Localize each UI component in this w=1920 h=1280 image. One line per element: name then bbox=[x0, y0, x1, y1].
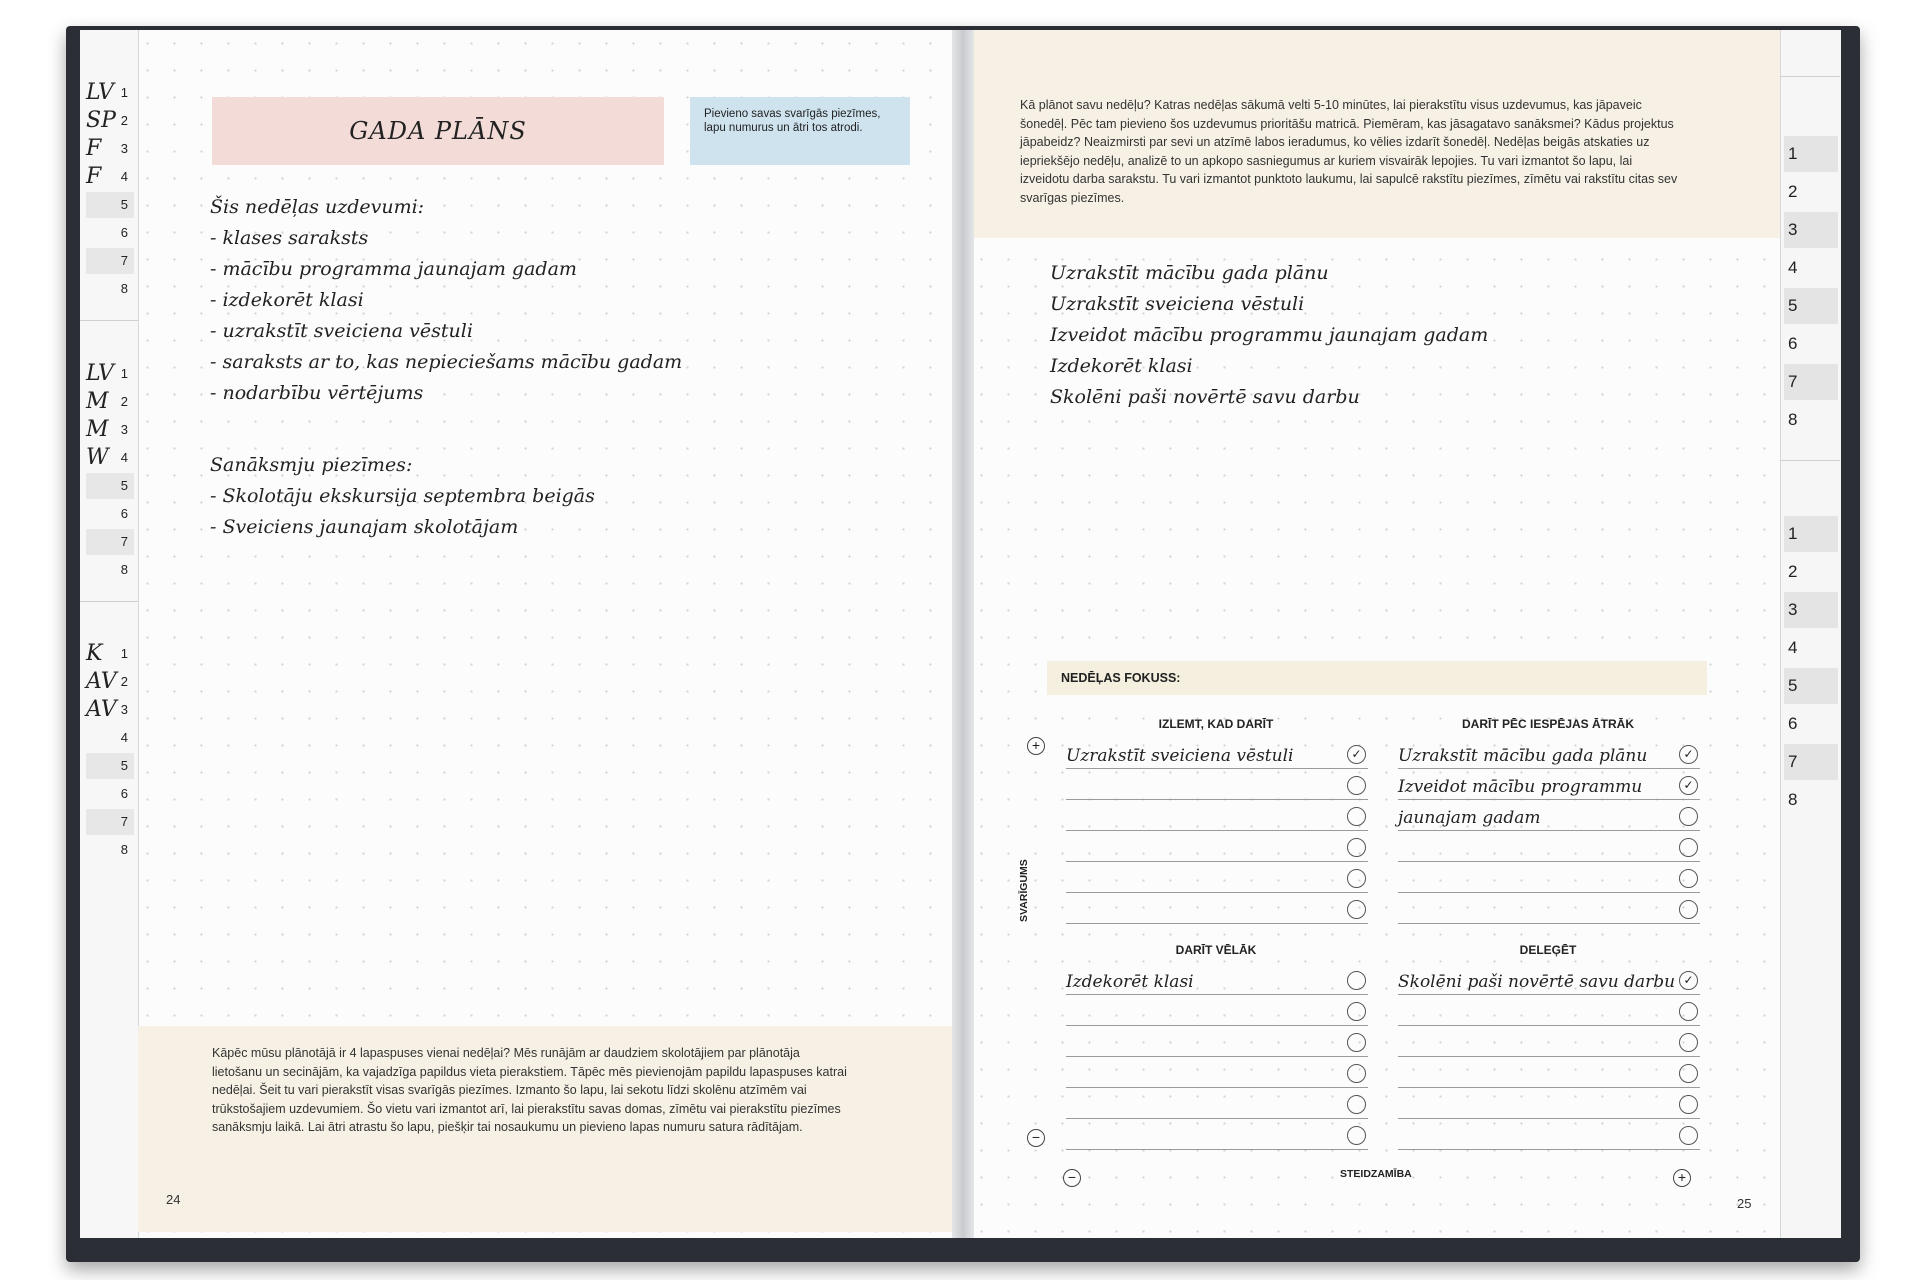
index-tab[interactable] bbox=[86, 501, 134, 527]
tab-divider bbox=[1780, 76, 1840, 77]
matrix-row[interactable] bbox=[1066, 1056, 1368, 1088]
matrix-row[interactable] bbox=[1066, 892, 1368, 924]
tab-number: 5 bbox=[1788, 296, 1798, 315]
matrix-row[interactable] bbox=[1398, 768, 1700, 800]
list-item: - nodarbību vērtējums bbox=[210, 382, 424, 404]
matrix-row[interactable] bbox=[1398, 1056, 1700, 1088]
tab-number: 3 bbox=[120, 141, 128, 156]
index-tab[interactable] bbox=[1784, 782, 1838, 818]
matrix-row[interactable] bbox=[1066, 737, 1368, 769]
index-tab[interactable] bbox=[1784, 136, 1838, 172]
minus-icon: − bbox=[1063, 1169, 1081, 1187]
checkbox-circle-icon[interactable] bbox=[1679, 807, 1698, 826]
tab-number: 5 bbox=[1788, 676, 1798, 695]
index-tab[interactable] bbox=[86, 669, 134, 695]
tab-number: 8 bbox=[1788, 790, 1798, 809]
index-tab[interactable] bbox=[86, 557, 134, 583]
tab-number: 8 bbox=[120, 562, 128, 577]
tab-number: 3 bbox=[120, 422, 128, 437]
matrix-row[interactable] bbox=[1398, 892, 1700, 924]
index-tab[interactable] bbox=[1784, 364, 1838, 400]
index-tab[interactable] bbox=[86, 445, 134, 471]
tab-number: 7 bbox=[120, 534, 128, 549]
tab-number: 5 bbox=[120, 758, 128, 773]
index-tab[interactable] bbox=[86, 753, 134, 779]
index-tab[interactable] bbox=[1784, 212, 1838, 248]
tab-handwritten-mark: AV bbox=[86, 697, 117, 722]
note-box: Pievieno savas svarīgās piezīmes, lapu numurus un ātri tos atrodi. bbox=[690, 97, 910, 165]
index-tab[interactable] bbox=[86, 220, 134, 246]
axis-importance-label: SVARĪGUMS bbox=[1018, 859, 1030, 922]
matrix-row[interactable] bbox=[1398, 1087, 1700, 1119]
list-item: - Skolotāju ekskursija septembra beigās bbox=[210, 485, 595, 507]
tab-number: 1 bbox=[1788, 524, 1798, 543]
tab-number: 2 bbox=[120, 674, 128, 689]
matrix-row[interactable] bbox=[1398, 861, 1700, 893]
weekly-focus-bar: NEDĒĻAS FOKUSS: bbox=[1047, 661, 1707, 695]
index-tab[interactable] bbox=[86, 248, 134, 274]
tab-number: 1 bbox=[1788, 144, 1798, 163]
minus-icon: − bbox=[1027, 1129, 1045, 1147]
checkbox-circle-icon[interactable] bbox=[1679, 869, 1698, 888]
checkbox-circle-icon[interactable] bbox=[1347, 776, 1366, 795]
checkbox-circle-icon[interactable] bbox=[1347, 1126, 1366, 1145]
tab-number: 7 bbox=[1788, 372, 1798, 391]
quadrant-title-q4: DELEĢĒT bbox=[1519, 943, 1577, 957]
meeting-notes-list bbox=[210, 454, 595, 547]
axis-urgency-label: STEIDZAMĪBA bbox=[1340, 1168, 1412, 1180]
checkbox-circle-icon[interactable] bbox=[1347, 900, 1366, 919]
tab-number: 4 bbox=[1788, 638, 1798, 657]
tab-number: 2 bbox=[1788, 562, 1798, 581]
index-tab[interactable] bbox=[86, 276, 134, 302]
checkbox-circle-icon[interactable] bbox=[1679, 1064, 1698, 1083]
tab-handwritten-mark: SP bbox=[86, 108, 116, 133]
checkbox-circle-icon[interactable] bbox=[1679, 1095, 1698, 1114]
tab-number: 7 bbox=[120, 253, 128, 268]
index-tab[interactable] bbox=[86, 389, 134, 415]
list-item: Izdekorēt klasi bbox=[1050, 355, 1193, 377]
matrix-row[interactable] bbox=[1066, 1025, 1368, 1057]
index-tab[interactable] bbox=[1784, 630, 1838, 666]
list-item: Skolēni paši novērtē savu darbu bbox=[1050, 386, 1360, 408]
tab-handwritten-mark: F bbox=[86, 164, 102, 189]
matrix-row-text: Izdekorēt klasi bbox=[1066, 972, 1194, 992]
matrix-row[interactable] bbox=[1066, 1087, 1368, 1119]
tab-number: 8 bbox=[1788, 410, 1798, 429]
tab-number: 3 bbox=[120, 702, 128, 717]
matrix-row[interactable] bbox=[1066, 963, 1368, 995]
left-footer-panel bbox=[138, 1026, 952, 1232]
matrix-row[interactable] bbox=[1398, 963, 1700, 995]
index-tab[interactable] bbox=[1784, 744, 1838, 780]
tab-number: 8 bbox=[120, 842, 128, 857]
index-tab[interactable] bbox=[1784, 288, 1838, 324]
intro-text: Kā plānot savu nedēļu? Katras nedēļas sākumā velti 5-10 minūtes, lai pierakstītu visus uzdevumus, kas jāpaveic šonedēļ. Pēc tam pievieno šos uzdevumus prioritāšu matricā. Piemēram, kas jāsagatavo sanāksmei? Kādus projektus jāpabeidz? Neaizmirsti par sevi un atzīmē labos ieradumus, ko vēlies izdarīt šonedēļ. Nedēļas beigās atskaties uz iepriekšējo nedēļu, analizē to un apkopo sasniegumus ar kuriem visvairāk lepojies. Tu vari izmantot šo lapu, lai izveidotu darba sarakstu. Tu vari izmantot punktoto laukumu, lai sapulcē rakstītu piezīmes, zīmētu vai rakstītu citas sev svarīgas piezīmes. bbox=[1020, 98, 1678, 205]
checkbox-circle-icon[interactable]: ✓ bbox=[1679, 971, 1698, 990]
list-item: - uzrakstīt sveiciena vēstuli bbox=[210, 320, 473, 342]
checkbox-circle-icon[interactable]: ✓ bbox=[1679, 745, 1698, 764]
matrix-row[interactable] bbox=[1066, 799, 1368, 831]
matrix-row[interactable] bbox=[1398, 737, 1700, 769]
tab-number: 6 bbox=[120, 786, 128, 801]
tab-handwritten-mark: F bbox=[86, 136, 102, 161]
matrix-row[interactable] bbox=[1066, 861, 1368, 893]
checkbox-circle-icon[interactable] bbox=[1347, 1033, 1366, 1052]
tab-handwritten-mark: K bbox=[86, 641, 103, 666]
book-gutter bbox=[952, 30, 974, 1238]
tab-number: 1 bbox=[120, 85, 128, 100]
list-item: - klases saraksts bbox=[210, 227, 369, 249]
list-item: - izdekorēt klasi bbox=[210, 289, 364, 311]
index-tab[interactable] bbox=[1784, 554, 1838, 590]
page-title: GADA PLĀNS bbox=[349, 117, 527, 145]
tasks-heading: Šis nedēļas uzdevumi: bbox=[210, 196, 425, 218]
tab-number: 1 bbox=[120, 646, 128, 661]
matrix-row[interactable] bbox=[1066, 1118, 1368, 1150]
tab-handwritten-mark: LV bbox=[86, 80, 114, 105]
weekly-tasks-list bbox=[210, 196, 682, 413]
tab-number: 7 bbox=[1788, 752, 1798, 771]
checkbox-circle-icon[interactable] bbox=[1679, 1033, 1698, 1052]
checkbox-circle-icon[interactable] bbox=[1679, 900, 1698, 919]
matrix-row-text: Uzrakstīt mācību gada plānu bbox=[1398, 746, 1648, 766]
tab-number: 6 bbox=[1788, 334, 1798, 353]
index-tab[interactable] bbox=[86, 192, 134, 218]
tab-number: 2 bbox=[1788, 182, 1798, 201]
tab-handwritten-mark: AV bbox=[86, 669, 117, 694]
checkbox-circle-icon[interactable] bbox=[1347, 1064, 1366, 1083]
index-tab[interactable] bbox=[86, 108, 134, 134]
tab-number: 1 bbox=[120, 366, 128, 381]
tab-handwritten-mark: LV bbox=[86, 361, 114, 386]
index-tab[interactable] bbox=[86, 641, 134, 667]
matrix-row[interactable] bbox=[1066, 768, 1368, 800]
tab-handwritten-mark: W bbox=[86, 445, 109, 470]
tab-number: 2 bbox=[120, 394, 128, 409]
page-title-box bbox=[212, 97, 664, 165]
tab-number: 3 bbox=[1788, 220, 1798, 239]
checkbox-circle-icon[interactable] bbox=[1347, 1002, 1366, 1021]
matrix-row-text: jaunajam gadam bbox=[1398, 808, 1541, 828]
matrix-row[interactable] bbox=[1066, 994, 1368, 1026]
matrix-row[interactable] bbox=[1398, 994, 1700, 1026]
checkbox-circle-icon[interactable]: ✓ bbox=[1679, 776, 1698, 795]
tab-number: 7 bbox=[120, 814, 128, 829]
list-item: Izveidot mācību programmu jaunajam gadam bbox=[1050, 324, 1489, 346]
tab-number: 2 bbox=[120, 113, 128, 128]
checkbox-circle-icon[interactable] bbox=[1347, 838, 1366, 857]
tab-number: 8 bbox=[120, 281, 128, 296]
index-tab[interactable] bbox=[1784, 402, 1838, 438]
tab-number: 5 bbox=[120, 197, 128, 212]
checkbox-circle-icon[interactable] bbox=[1679, 1126, 1698, 1145]
index-tab[interactable] bbox=[1784, 174, 1838, 210]
checkbox-circle-icon[interactable] bbox=[1347, 869, 1366, 888]
list-item: Uzrakstīt sveiciena vēstuli bbox=[1050, 293, 1305, 315]
checkbox-circle-icon[interactable] bbox=[1347, 807, 1366, 826]
tab-handwritten-mark: M bbox=[86, 389, 109, 414]
list-item: - saraksts ar to, kas nepieciešams mācību gadam bbox=[210, 351, 683, 373]
index-tab[interactable] bbox=[1784, 706, 1838, 742]
page-number-right: 25 bbox=[1737, 1196, 1752, 1211]
quadrant-title-q3: DARĪT VĒLĀK bbox=[1175, 943, 1257, 957]
checkbox-circle-icon[interactable]: ✓ bbox=[1347, 745, 1366, 764]
matrix-row-text: Skolēni paši novērtē savu darbu bbox=[1398, 972, 1676, 992]
matrix-row[interactable] bbox=[1398, 799, 1700, 831]
index-tab[interactable] bbox=[86, 136, 134, 162]
plus-icon: + bbox=[1673, 1169, 1691, 1187]
index-tab[interactable] bbox=[1784, 516, 1838, 552]
index-tab[interactable] bbox=[1784, 326, 1838, 362]
tab-number: 6 bbox=[120, 225, 128, 240]
matrix-row-text: Uzrakstīt sveiciena vēstuli bbox=[1066, 746, 1294, 766]
page-number-left: 24 bbox=[166, 1192, 181, 1207]
quadrant-title-q2: DARĪT PĒC IESPĒJAS ĀTRĀK bbox=[1461, 717, 1635, 731]
index-tab[interactable] bbox=[86, 473, 134, 499]
tab-number: 4 bbox=[1788, 258, 1798, 277]
checkbox-circle-icon[interactable] bbox=[1679, 838, 1698, 857]
list-item: Uzrakstīt mācību gada plānu bbox=[1050, 262, 1329, 284]
index-tab[interactable] bbox=[86, 809, 134, 835]
checkbox-circle-icon[interactable] bbox=[1347, 1095, 1366, 1114]
index-tab[interactable] bbox=[86, 529, 134, 555]
tab-number: 5 bbox=[120, 478, 128, 493]
matrix-row[interactable] bbox=[1066, 830, 1368, 862]
index-tab[interactable] bbox=[1784, 592, 1838, 628]
matrix-row-text: Izveidot mācību programmu bbox=[1398, 777, 1643, 797]
tab-divider bbox=[80, 601, 138, 602]
list-item: - mācību programma jaunajam gadam bbox=[210, 258, 577, 280]
quadrant-title-q1: IZLEMT, KAD DARĪT bbox=[1158, 717, 1274, 731]
tab-number: 3 bbox=[1788, 600, 1798, 619]
footer-text: Kāpēc mūsu plānotājā ir 4 lapaspuses vienai nedēļai? Mēs runājām ar daudziem skolotājiem par plānotāja lietošanu un secinājām, ka vajadzīga papildus vieta pierakstiem. Tāpēc mēs pievienojām papildu lapaspuses katrai nedēļai. Šeit tu vari pierakstīt visas svarīgās piezīmes. Izmanto šo lapu, lai sekotu līdzi skolēnu atzīmēm vai trūkstošajiem uzdevumiem. Šo vietu vari izmantot arī, lai pierakstītu savas domas, zīmētu vai pierakstītu piezīmes sanāksmju laikā. Lai ātri atrastu šo lapu, piešķir tai nosaukumu un pievieno lapas numuru satura rādītājam. bbox=[212, 1046, 847, 1134]
tab-number: 4 bbox=[120, 169, 128, 184]
index-tab[interactable] bbox=[86, 725, 134, 751]
index-tab[interactable] bbox=[86, 697, 134, 723]
matrix-row[interactable] bbox=[1398, 1025, 1700, 1057]
right-intro-panel bbox=[974, 30, 1780, 238]
index-tab[interactable] bbox=[86, 164, 134, 190]
matrix-row[interactable] bbox=[1398, 830, 1700, 862]
index-tab[interactable] bbox=[86, 80, 134, 106]
tab-divider bbox=[80, 320, 138, 321]
tab-divider bbox=[1780, 460, 1840, 461]
index-tab[interactable] bbox=[86, 361, 134, 387]
tab-number: 6 bbox=[1788, 714, 1798, 733]
index-tab[interactable] bbox=[86, 781, 134, 807]
plus-icon: + bbox=[1027, 737, 1045, 755]
checkbox-circle-icon[interactable] bbox=[1347, 971, 1366, 990]
tab-handwritten-mark: M bbox=[86, 417, 109, 442]
tab-number: 4 bbox=[120, 450, 128, 465]
right-task-list bbox=[1050, 262, 1488, 417]
index-tab[interactable] bbox=[86, 417, 134, 443]
tab-number: 6 bbox=[120, 506, 128, 521]
tab-number: 4 bbox=[120, 730, 128, 745]
checkbox-circle-icon[interactable] bbox=[1679, 1002, 1698, 1021]
index-tab[interactable] bbox=[1784, 668, 1838, 704]
list-item: - Sveiciens jaunajam skolotājam bbox=[210, 516, 519, 538]
matrix-row[interactable] bbox=[1398, 1118, 1700, 1150]
meeting-heading: Sanāksmju piezīmes: bbox=[210, 454, 413, 476]
index-tab[interactable] bbox=[1784, 250, 1838, 286]
index-tab[interactable] bbox=[86, 837, 134, 863]
